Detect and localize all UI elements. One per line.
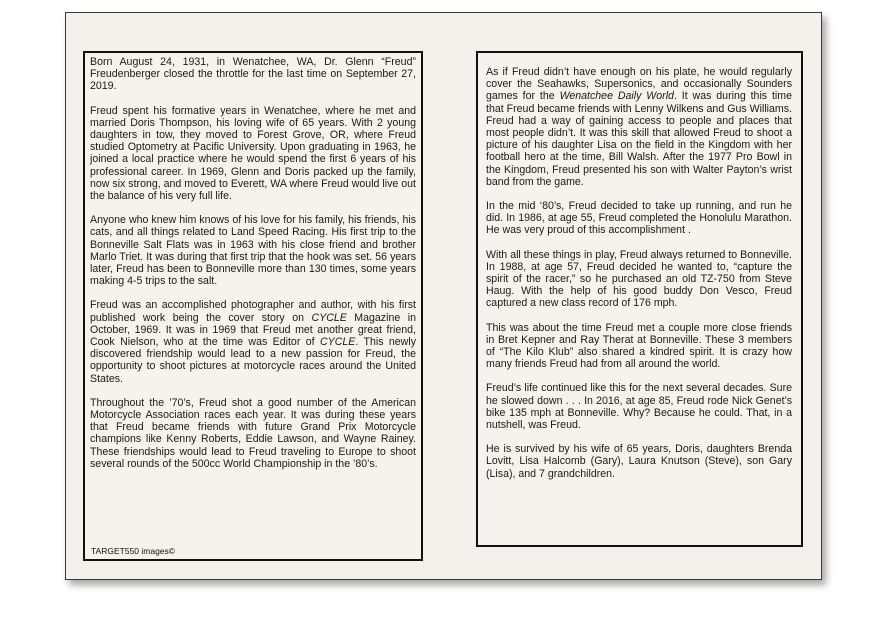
magazine-title: CYCLE — [320, 336, 356, 349]
text-run: . It was during this time that Freud became friends with Lenny Wilkens and Gus Williams. Freud had a way of gaining access to people and places that most people didn’t. It was this skill that allowed Freud to shoot a picture of his daughter Lisa on the field in the Kingdom with her football hero at the time, Bill Walsh. After the 1977 Pro Bowl in the Kingdom, Freud presented his son with Walter Payton’s wrist band from the game. — [486, 90, 793, 188]
image-credit: TARGET550 images© — [91, 546, 176, 556]
paragraph-photographer — [90, 299, 416, 384]
text-run: Freud was an accomplished photographer and author, with his first published work being the cover story on — [90, 299, 416, 324]
paragraph-birth: Born August 24, 1931, in Wenatchee, WA, Dr. Glenn “Freud” Freudenberger closed the throttle for the last time on September 27, 2019. — [90, 56, 416, 93]
newspaper-title: Wenatchee Daily World — [559, 90, 674, 103]
text-run: Magazine in October, 1969. It was in 1969 that Freud met another great friend, Cook Nielson, who at the time was Editor of — [90, 311, 416, 349]
paragraph-seventies: Throughout the ’70’s, Freud shot a good number of the American Motorcycle Association races each year. It was during these years that Freud became friends with future Grand Prix Motorcycle champions like Kenny Roberts, Eddie Lawson, and Wayne Rainey. These friendships would lead to Freud traveling to Europe to shoot several rounds of the 500cc World Championship in the ’80’s. — [90, 396, 416, 470]
paragraph-bonneville-record: With all these things in play, Freud always returned to Bonneville. In 1988, at age 57, Freud decided he wanted to, “capture the spirit of the racer,” so he purchased an old TZ-750 from Steve Haug. With the help of his good buddy Don Vesco, Freud captured a new class record of 176 mph. — [486, 248, 792, 310]
paragraph-land-speed-racing: Anyone who knew him knows of his love for his family, his friends, his cats, and all things related to Land Speed Racing. His first trip to the Bonneville Salt Flats was in 1963 with his close friend and brother Marlo Triet. It was during that first trip that the hook was set. 56 years later, Freud has been to Bonneville more than 130 times, some years making 4-5 trips to the salt. — [90, 214, 416, 288]
text-run: As if Freud didn’t have enough on his plate, he would regularly cover the Seahawks, Supersonics, and occasionally Sounders games for the — [486, 66, 792, 103]
paragraph-sports-photography — [486, 66, 792, 188]
right-column-panel — [476, 51, 803, 547]
paragraph-running: In the mid ‘80’s, Freud decided to take up running, and run he did. In 1986, at age 55, Freud completed the Honolulu Marathon. He was very proud of this accomplishment . — [486, 200, 792, 237]
paragraph-survived-by: He is survived by his wife of 65 years, Doris, daughters Brenda Lovitt, Lisa Halcomb (Gary), Laura Knutson (Steve), son Gary (Lisa), and 7 grandchildren. — [486, 443, 792, 480]
right-column-text — [486, 66, 792, 492]
paragraph-kilo-klub: This was about the time Freud met a couple more close friends in Bret Kepner and Ray Therat at Bonneville. These 3 members of “The Kilo Klub” also shared a kindred spirit. It is crazy how many friends Freud had from all around the world. — [486, 321, 792, 371]
text-run: . This newly discovered friendship would lead to a new passion for Freud, the opportunity to shoot pictures at motorcycle races around the United States. — [90, 336, 416, 385]
left-column-text — [90, 56, 416, 482]
paragraph-later-years: Freud’s life continued like this for the next several decades. Sure he slowed down . . . In 2016, at age 85, Freud rode Nick Genet’s bike 135 mph at Bonneville. Why? Because he could. That, in a nutshell, was Freud. — [486, 382, 792, 432]
magazine-title: CYCLE — [311, 311, 347, 324]
obituary-page — [65, 12, 822, 580]
left-column-panel — [83, 51, 423, 561]
paragraph-early-years: Freud spent his formative years in Wenatchee, where he met and married Doris Thompson, his loving wife of 65 years. With 2 young daughters in tow, they moved to Forest Grove, OR, where Freud studied Optometry at Pacific University. Upon graduating in 1963, he joined a local practice where he would spend the first 6 years of his professional career. In 1969, Glenn and Doris packed up the family, now six strong, and moved to Everett, WA where Freud would live out the balance of his very full life. — [90, 104, 416, 203]
